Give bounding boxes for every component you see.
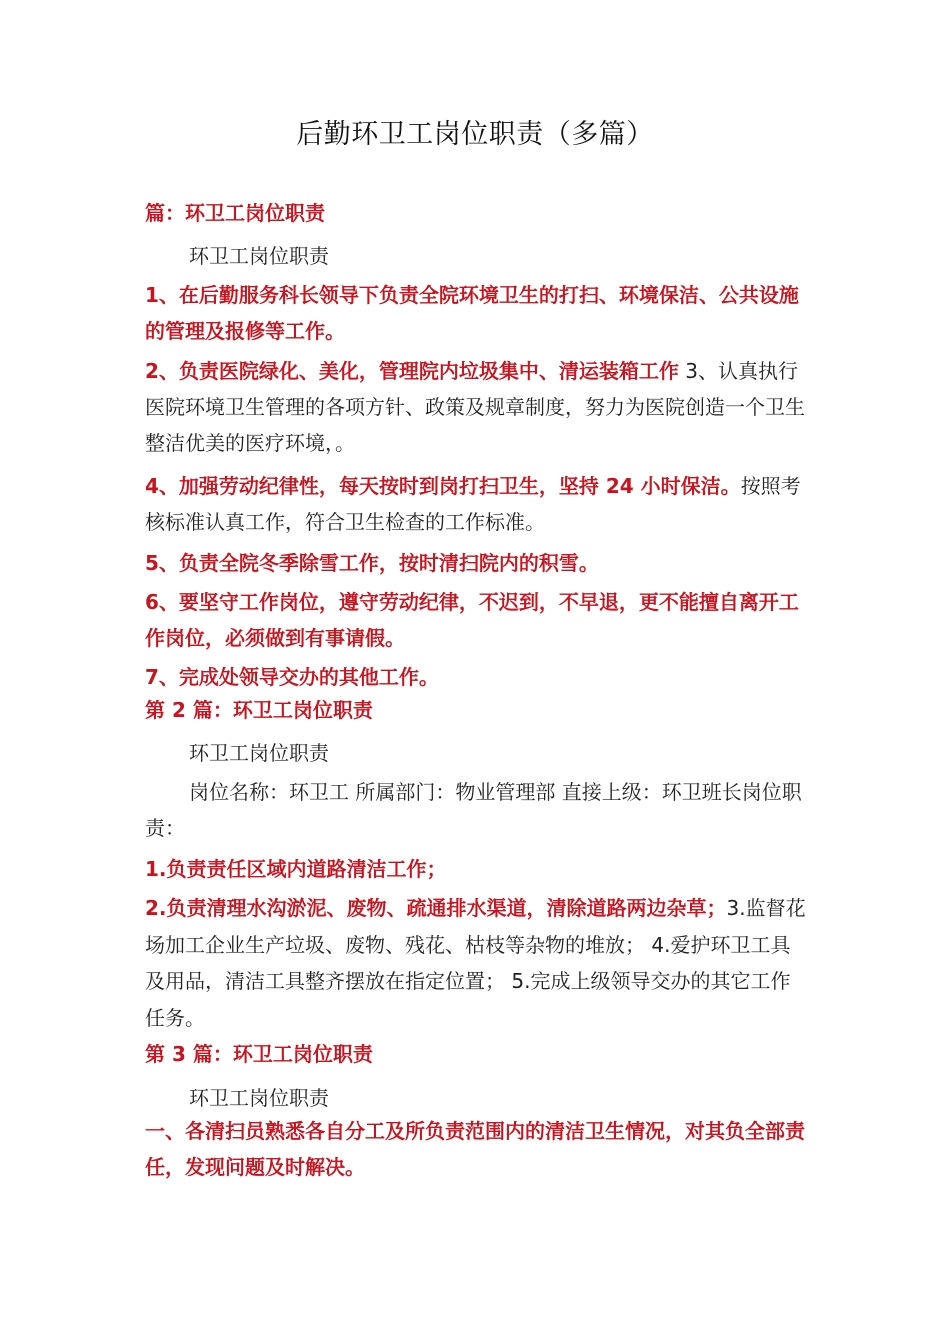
section-2-heading: 第 2 篇：环卫工岗位职责 [145, 698, 373, 722]
section-1-item-4-normal: 按照考核标准认真工作，符合卫生检查的工作标准。 [145, 474, 801, 534]
section-1-item-6: 6、要坚守工作岗位，遵守劳动纪律，不迟到，不早退，更不能擅自离开工作岗位，必须做到有事请假。 [145, 590, 799, 650]
section-2-subtitle: 环卫工岗位职责 [189, 741, 329, 765]
section-1-item-5: 5、负责全院冬季除雪工作，按时清扫院内的积雪。 [145, 551, 599, 575]
section-1-item-2: 2、负责医院绿化、美化，管理院内垃圾集中、清运装箱工作 [145, 359, 679, 383]
section-1-item-4-bold: 4、加强劳动纪律性，每天按时到岗打扫卫生，坚持 24 小时保洁。 [145, 474, 741, 498]
section-2-item-2 [145, 890, 810, 1036]
document-title: 后勤环卫工岗位职责（多篇） [296, 119, 654, 150]
section-3-subtitle: 环卫工岗位职责 [189, 1086, 329, 1110]
section-1-item-1: 1、在后勤服务科长领导下负责全院环境卫生的打扫、环境保洁、公共设施的管理及报修等工作。 [145, 283, 799, 343]
section-1-item-3: 3、认真执行医院环境卫生管理的各项方针、政策及规章制度，努力为医院创造一个卫生整洁优美的医疗环境，。 [145, 359, 805, 455]
section-2-item-2-normal: 3.监督花场加工企业生产垃圾、废物、残花、枯枝等杂物的堆放； 4.爱护环卫工具及用品，清洁工具整齐摆放在指定位置； 5.完成上级领导交办的其它工作任务。 [145, 896, 806, 1030]
section-1-heading: 篇：环卫工岗位职责 [145, 201, 325, 225]
section-3-heading: 第 3 篇：环卫工岗位职责 [145, 1042, 373, 1066]
section-1-item-2-3 [145, 353, 810, 461]
section-1-item-4 [145, 468, 810, 540]
section-2-info: 岗位名称：环卫工 所属部门：物业管理部 直接上级：环卫班长岗位职责： [145, 780, 802, 840]
section-2-item-1: 1.负责责任区域内道路清洁工作； [145, 857, 447, 881]
section-1-subtitle: 环卫工岗位职责 [189, 244, 329, 268]
section-2-item-2-bold: 2.负责清理水沟淤泥、废物、疏通排水渠道，清除道路两边杂草； [145, 896, 727, 920]
section-1-item-7: 7、完成处领导交办的其他工作。 [145, 665, 439, 689]
section-3-item-1: 一、各清扫员熟悉各自分工及所负责范围内的清洁卫生情况，对其负全部责任，发现问题及时解决。 [145, 1119, 805, 1179]
